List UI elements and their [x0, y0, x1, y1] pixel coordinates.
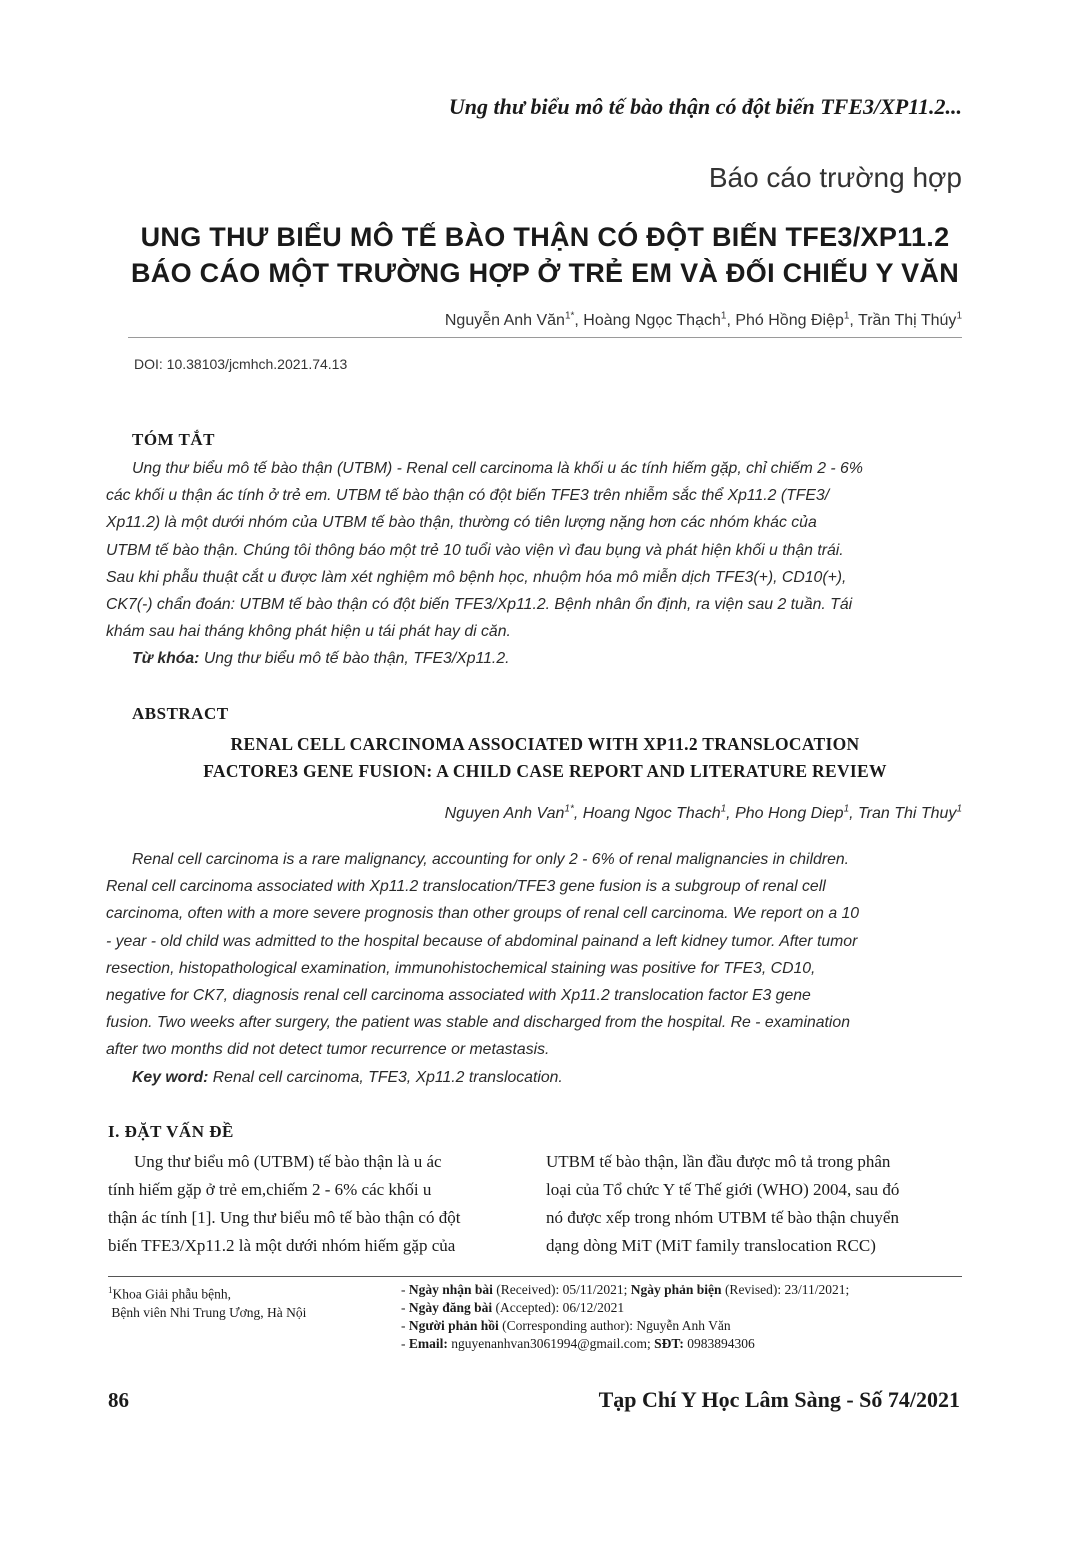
summary-heading: TÓM TẮT: [132, 430, 216, 449]
abstract-line: carcinoma, often with a more severe prognosis than other groups of renal cell carcinoma. We report on a 10: [106, 905, 860, 923]
author: Nguyễn Anh Văn$^{1*}$,: [444, 311, 584, 330]
abstract-line: - year - old child was admitted to the hospital because of abdominal painand a left kidney tumor. After tumor: [106, 932, 858, 950]
summary-line: Xp11.2) là một dưới nhóm của UTBM tế bào thận, thường có tiên lượng nặng hơn các nhóm khác của: [106, 514, 817, 532]
intro-column-left: [108, 1148, 536, 1260]
article-title-line-2: BÁO CÁO MỘT TRƯỜNG HỢP Ở TRẺ EM VÀ ĐỐI CHIẾU Y VĂN: [130, 258, 960, 288]
footnote-divider: [108, 1276, 962, 1277]
abstract-line: fusion. Two weeks after surgery, the patient was stable and discharged from the hospital. Re - examination: [106, 1014, 851, 1032]
abstract-line: Renal cell carcinoma associated with Xp11.2 translocation/TFE3 gene fusion is a subgroup of renal cell: [106, 878, 826, 896]
summary-line: UTBM tế bào thận. Chúng tôi thông báo một trẻ 10 tuổi vào viện vì đau bụng và phát hiện khối u thận trái.: [106, 541, 844, 559]
abstract-paragraph: [106, 846, 962, 1091]
abstract-line: negative for CK7, diagnosis renal cell carcinoma associated with Xp11.2 translocation factor E3 gene: [106, 987, 811, 1005]
summary-paragraph: [106, 455, 962, 673]
affiliation-line-2: Bệnh viên Nhi Trung Ương, Hà Nội: [111, 1304, 307, 1320]
author: Nguyen Anh Van$^{1*}$,: [444, 804, 583, 823]
running-header: Ung thư biểu mô tế bào thận có đột biến TFE3/XP11.2...: [448, 94, 962, 119]
summary-line: Sau khi phẫu thuật cắt u được làm xét nghiệm mô bệnh học, nhuộm hóa mô miễn dịch TFE3(+), CD10(+),: [106, 568, 847, 586]
author: Hoàng Ngọc Thạch$^1$,: [583, 311, 736, 330]
abstract-line: after two months did not detect tumor recurrence or metastasis.: [106, 1041, 550, 1059]
footnote-contact: - Email: nguyenanhvan3061994@gmail.com; SĐT: 0983894306: [401, 1336, 755, 1351]
footnote-received: - Ngày nhận bài (Received): 05/11/2021; Ngày phản biện (Revised): 23/11/2021;: [401, 1282, 850, 1297]
section-heading-introduction: I. ĐẶT VẤN ĐỀ: [108, 1122, 234, 1141]
author: Pho Hong Diep$^1$,: [735, 804, 859, 823]
author: Trần Thị Thúy$^1$: [858, 311, 962, 330]
intro-line: loại của Tổ chức Y tế Thế giới (WHO) 2004, sau đó: [546, 1180, 900, 1199]
intro-line: nó được xếp trong nhóm UTBM tế bào thận chuyển: [546, 1208, 899, 1227]
english-title-line-2: FACTORE3 GENE FUSION: A CHILD CASE REPORT AND LITERATURE REVIEW: [203, 761, 887, 781]
summary-line: khám sau hai tháng không phát hiện u tái phát hay di căn.: [106, 623, 511, 641]
summary-line: CK7(-) chẩn đoán: UTBM tế bào thận có đột biến TFE3/Xp11.2. Bệnh nhân ổn định, ra viện sau 2 tuần. Tái: [106, 596, 853, 614]
summary-line: Ung thư biểu mô tế bào thận (UTBM) - Renal cell carcinoma là khối u ác tính hiếm gặp, chỉ chiếm 2 - 6%: [132, 460, 863, 477]
doi-link[interactable]: DOI: 10.38103/jcmhch.2021.74.13: [134, 356, 348, 372]
header-divider: [128, 337, 962, 338]
footnote-corresponding: - Người phản hồi (Corresponding author): Nguyễn Anh Văn: [401, 1318, 731, 1333]
intro-column-right: [546, 1148, 962, 1260]
intro-line: UTBM tế bào thận, lần đầu được mô tả trong phân: [546, 1152, 891, 1171]
email-link[interactable]: nguyenanhvan3061994@gmail.com;: [447, 1336, 655, 1351]
footnote-dates: [401, 1281, 849, 1353]
abstract-line: Renal cell carcinoma is a rare malignancy, accounting for only 2 - 6% of renal malignancies in children.: [132, 851, 850, 868]
abstract-line: resection, histopathological examination, immunohistochemical staining was positive for TFE3, CD10,: [106, 959, 816, 977]
abstract-heading: ABSTRACT: [132, 704, 229, 723]
summary-keywords: Từ khóa: Ung thư biểu mô tế bào thận, TFE3/Xp11.2.: [132, 650, 510, 668]
intro-line: dạng dòng MiT (MiT family translocation RCC): [546, 1236, 876, 1255]
author: Tran Thi Thuy$^1$: [858, 804, 962, 823]
affiliation-line-1: $^1$Khoa Giải phẫu bệnh,: [108, 1285, 231, 1302]
footnote-accepted: - Ngày đăng bài (Accepted): 06/12/2021: [401, 1300, 625, 1315]
authors-vietnamese: [445, 311, 962, 330]
article-title-line-1: UNG THƯ BIỂU MÔ TẾ BÀO THẬN CÓ ĐỘT BIẾN TFE3/XP11.2: [140, 222, 950, 252]
abstract-keywords: Key word: Renal cell carcinoma, TFE3, Xp11.2 translocation.: [132, 1068, 563, 1086]
intro-line: Ung thư biểu mô (UTBM) tế bào thận là u ác: [134, 1152, 442, 1171]
authors-english: [445, 804, 962, 823]
footnote-affiliation: [108, 1281, 306, 1322]
intro-line: biến TFE3/Xp11.2 là một dưới nhóm hiếm gặp của: [108, 1236, 456, 1255]
page-number: 86: [108, 1388, 129, 1412]
intro-line: tính hiếm gặp ở trẻ em,chiếm 2 - 6% các khối u: [108, 1180, 432, 1199]
english-title-line-1: RENAL CELL CARCINOMA ASSOCIATED WITH XP11.2 TRANSLOCATION: [230, 734, 860, 754]
intro-line: thận ác tính [1]. Ung thư biểu mô tế bào thận có đột: [108, 1208, 461, 1227]
journal-name: Tạp Chí Y Học Lâm Sàng - Số 74/2021: [598, 1387, 960, 1412]
author: Hoang Ngoc Thach$^1$,: [582, 804, 736, 823]
section-label: Báo cáo trường hợp: [708, 162, 962, 193]
summary-line: các khối u thận ác tính ở trẻ em. UTBM tế bào thận có đột biến TFE3 trên nhiễm sắc thể Xp11.2 (TFE3/: [106, 487, 830, 505]
author: Phó Hồng Điệp$^1$,: [735, 311, 859, 330]
english-title: [110, 731, 980, 785]
